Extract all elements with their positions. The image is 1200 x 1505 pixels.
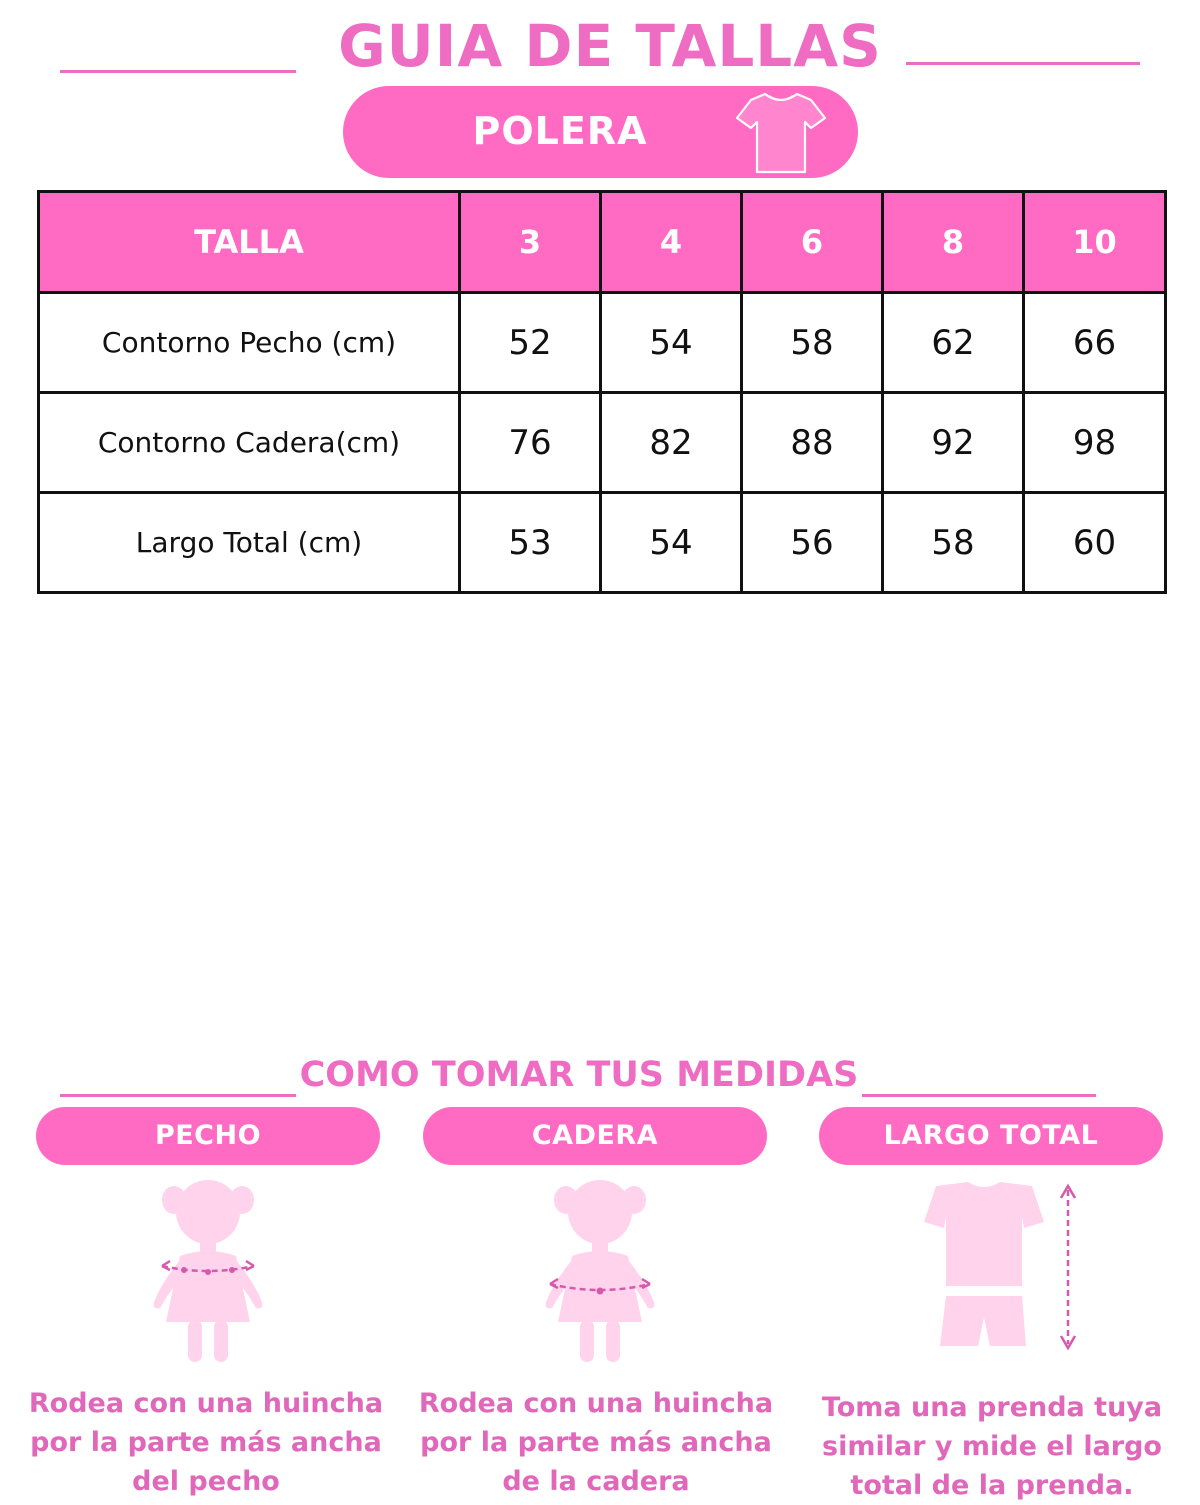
- table-header-row: [39, 192, 1166, 293]
- pill-pecho: PECHO: [36, 1107, 380, 1165]
- caption-line: de la cadera: [502, 1466, 690, 1497]
- table-cell: 66: [1024, 293, 1166, 393]
- product-label: POLERA: [472, 109, 648, 153]
- row-label: Largo Total (cm): [39, 493, 460, 593]
- title-rule-left: [60, 70, 296, 73]
- size-table: [37, 190, 1167, 594]
- pill-cadera: CADERA: [423, 1107, 767, 1165]
- table-cell: 82: [601, 393, 742, 493]
- table-cell: 58: [742, 293, 883, 393]
- table-cell: 54: [601, 493, 742, 593]
- table-cell: 52: [460, 293, 601, 393]
- caption-line: total de la prenda.: [850, 1470, 1134, 1501]
- header-size: 3: [460, 192, 601, 293]
- section-title: COMO TOMAR TUS MEDIDAS: [299, 1055, 859, 1095]
- table-row: [39, 293, 1166, 393]
- caption-line: por la parte más ancha: [30, 1427, 382, 1458]
- table-cell: 58: [883, 493, 1024, 593]
- table-cell: 54: [601, 293, 742, 393]
- pill-largo-total: LARGO TOTAL: [819, 1107, 1163, 1165]
- garment-length-icon: [906, 1178, 1086, 1358]
- table-cell: 56: [742, 493, 883, 593]
- row-label: Contorno Cadera(cm): [39, 393, 460, 493]
- caption-line: Rodea con una huincha: [418, 1388, 774, 1419]
- header-size: 10: [1024, 192, 1166, 293]
- caption-line: por la parte más ancha: [420, 1427, 772, 1458]
- header-size: 6: [742, 192, 883, 293]
- table-cell: 76: [460, 393, 601, 493]
- table-cell: 60: [1024, 493, 1166, 593]
- caption-largo-total: [800, 1388, 1184, 1505]
- tshirt-icon: [733, 88, 829, 176]
- header-size: 8: [883, 192, 1024, 293]
- table-row: [39, 493, 1166, 593]
- caption-line: del pecho: [132, 1466, 280, 1497]
- caption-line: Rodea con una huincha: [28, 1388, 384, 1419]
- table-cell: 53: [460, 493, 601, 593]
- table-cell: 92: [883, 393, 1024, 493]
- table-cell: 88: [742, 393, 883, 493]
- caption-pecho: [16, 1384, 396, 1501]
- table-cell: 62: [883, 293, 1024, 393]
- header-talla: TALLA: [39, 192, 460, 293]
- caption-line: similar y mide el largo: [822, 1431, 1162, 1462]
- header-size: 4: [601, 192, 742, 293]
- section-rule-right: [862, 1094, 1096, 1097]
- girl-hip-measure-icon: [530, 1172, 670, 1372]
- caption-line: Toma una prenda tuya: [821, 1392, 1163, 1423]
- table-row: [39, 393, 1166, 493]
- row-label: Contorno Pecho (cm): [39, 293, 460, 393]
- caption-cadera: [406, 1384, 786, 1501]
- table-cell: 98: [1024, 393, 1166, 493]
- girl-chest-measure-icon: [138, 1172, 278, 1372]
- section-rule-left: [60, 1094, 296, 1097]
- page-title: GUIA DE TALLAS: [338, 12, 882, 80]
- title-rule-right: [906, 62, 1140, 65]
